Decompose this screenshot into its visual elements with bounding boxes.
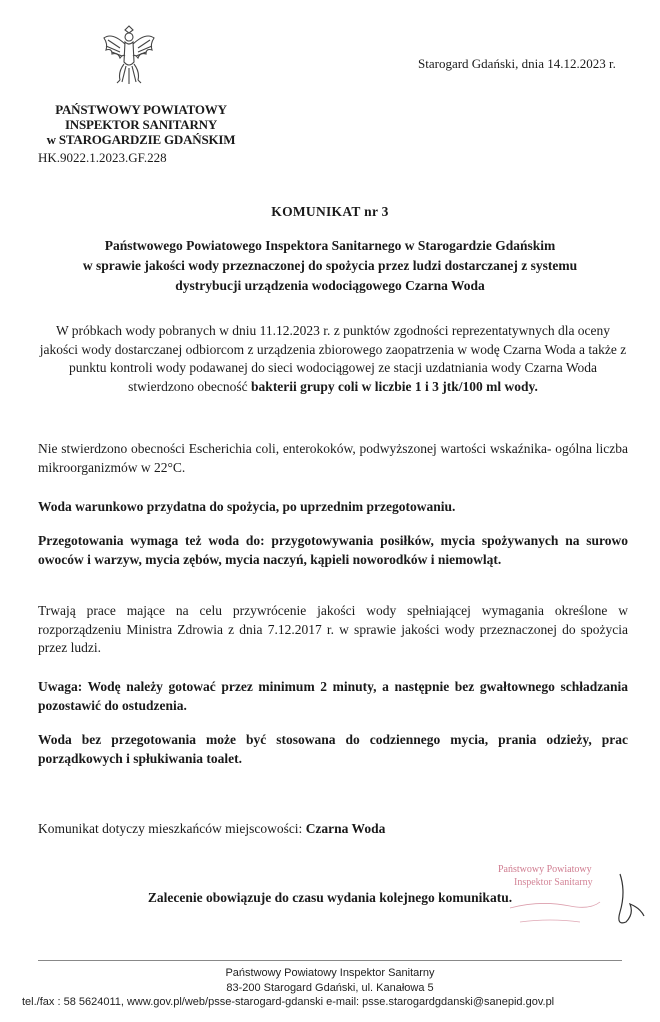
residents-text: Komunikat dotyczy mieszkańców miejscowości: — [38, 821, 303, 836]
paragraph-ongoing-works: Trwają prace mające na celu przywrócenie jakości wody spełniającej wymagania określone w rozporządzeniu Ministra Zdrowia z dnia 7.12.2017 r. w sprawie jakości wody przeznaczonej do spożycia przez ludzi. — [38, 603, 628, 655]
authority-line-2: INSPEKTOR SANITARNY — [64, 117, 218, 132]
footer — [0, 966, 660, 996]
footer-contact: tel./fax : 58 5624011, www.gov.pl/web/psse-starogard-gdanski e-mail: psse.starogardgdanski@sanepid.gov.pl — [22, 996, 555, 1008]
page-subtitle — [40, 236, 620, 296]
residents-locality: Czarna Woda — [305, 821, 386, 836]
issuing-authority — [26, 102, 256, 147]
footer-institution: Państwowy Powiatowy Inspektor Sanitarny — [225, 967, 435, 979]
authority-line-1: PAŃSTWOWY POWIATOWY — [55, 102, 227, 117]
validity-note: Zalecenie obowiązuje do czasu wydania kolejnego komunikatu. — [147, 890, 513, 905]
footer-divider — [38, 960, 622, 961]
paragraph-boiling-required: Przegotowania wymaga też woda do: przygotowywania posiłków, mycia spożywanych na surowo owoców i warzyw, mycia zębów, mycia naczyń, kąpieli noworodków i niemowląt. — [38, 533, 628, 567]
paragraph-warning: Uwaga: Wodę należy gotować przez minimum 2 minuty, a następnie bez gwałtownego schładzania pozostawić do ostudzenia. — [38, 679, 628, 713]
paragraph-findings — [38, 322, 628, 396]
reference-number: HK.9022.1.2023.GF.228 — [38, 150, 167, 165]
findings-bold: bakterii grupy coli w liczbie 1 i 3 jtk/100 ml wody. — [251, 378, 538, 394]
stamp-line-1: Państwowy Powiatowy — [498, 864, 592, 875]
subtitle-line-1: Państwowego Powiatowego Inspektora Sanitarnego w Starogardzie Gdańskim — [104, 238, 556, 253]
paragraph-residents — [38, 820, 628, 839]
subtitle-line-2: w sprawie jakości wody przeznaczonej do spożycia przez ludzi dostarczanej z systemu — [82, 258, 578, 273]
paragraph-unboiled-use: Woda bez przegotowania może być stosowana do codziennego mycia, prania odzieży, prac porządkowych i spłukiwania toalet. — [38, 732, 628, 766]
paragraph-conditional-use: Woda warunkowo przydatna do spożycia, po uprzednim przegotowaniu. — [38, 499, 456, 514]
findings-text: W próbkach wody pobranych w dniu 11.12.2023 r. z punktów zgodności reprezentatywnych dla oceny jakości wody dostarczanej odbiorcom z urządzenia zbiorowego zaopatrzenia w wodę Czarna Woda a także z punktu kontroli wody podawanej do sieci wodociągowej ze stacji uzdatniania wody Czarna Woda stwierdzono obecność — [39, 323, 627, 394]
paragraph-not-detected: Nie stwierdzono obecności Escherichia coli, enterokoków, podwyższonej wartości wskaźnika- ogólna liczba mikroorganizmów w 22°C. — [38, 441, 628, 475]
place-and-date: Starogard Gdański, dnia 14.12.2023 r. — [418, 56, 616, 71]
subtitle-line-3: dystrybucji urządzenia wodociągowego Czarna Woda — [175, 278, 485, 293]
authority-line-3: w STAROGARDZIE GDAŃSKIM — [46, 132, 236, 147]
polish-eagle-emblem-icon — [100, 22, 158, 86]
stamp-line-2: Inspektor Sanitarny — [514, 877, 593, 888]
page-title: KOMUNIKAT nr 3 — [271, 204, 389, 219]
footer-address: 83-200 Starogard Gdański, ul. Kanałowa 5 — [226, 982, 434, 994]
